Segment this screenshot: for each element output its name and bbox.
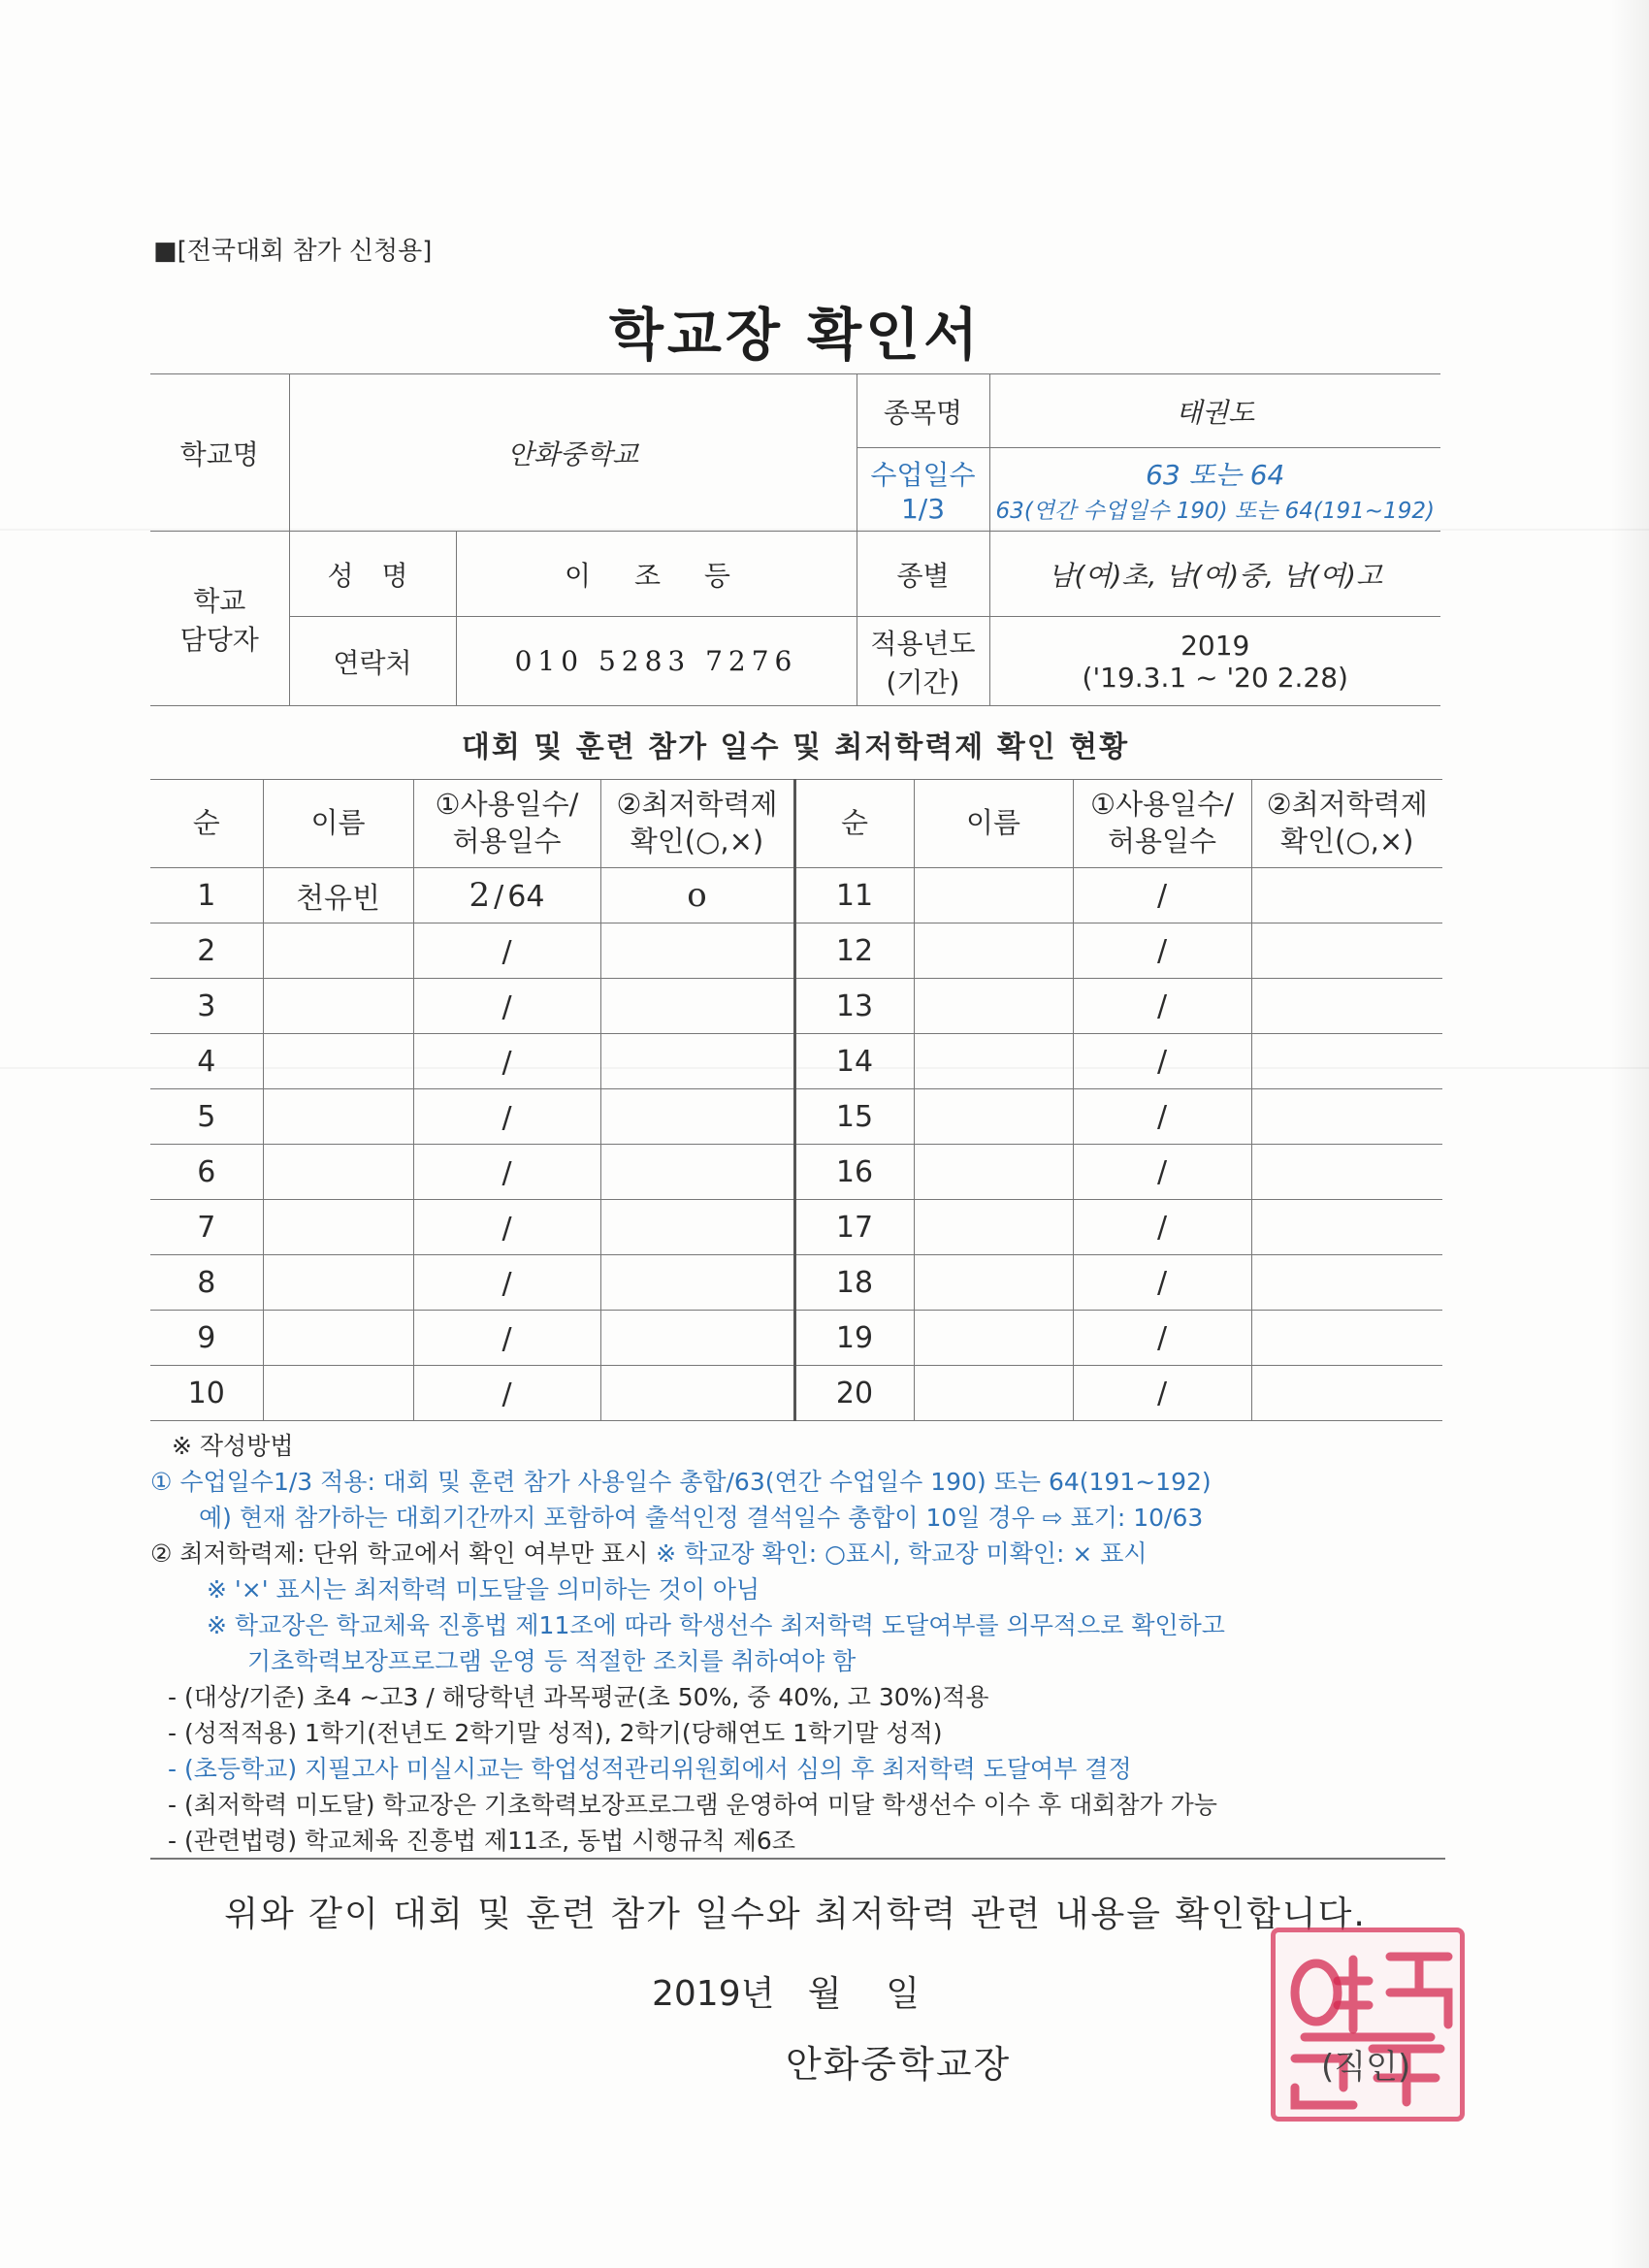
instruction-item2-note1: ※ '×' 표시는 최저학력 미도달을 의미하는 것이 아님	[207, 1575, 760, 1604]
row-name	[263, 1311, 413, 1366]
row-days: /	[1073, 1145, 1251, 1200]
row-min-check	[1251, 1311, 1442, 1366]
header-min-line1: ②최저학력제	[1266, 788, 1428, 822]
class-days-value-line1: 63 또는 64	[1146, 459, 1285, 491]
header-days-line2: 허용일수	[452, 825, 562, 858]
row-min-check	[1251, 923, 1442, 979]
row-min-check	[1251, 1145, 1442, 1200]
row-name	[914, 1255, 1073, 1311]
document-title: 학교장 확인서	[608, 302, 983, 368]
row-no: 1	[150, 868, 263, 923]
instruction-item1: ① 수업일수1/3 적용: 대회 및 훈련 참가 사용일수 총합/63(연간 수업일수 190) 또는 64(191~192)	[150, 1468, 1212, 1496]
row-min-check	[1251, 1034, 1442, 1089]
table-row	[150, 1034, 1442, 1089]
row-days: /	[1073, 868, 1251, 923]
row-min-check	[1251, 979, 1442, 1034]
row-days: /	[1073, 979, 1251, 1034]
confirmation-statement: 위와 같이 대회 및 훈련 참가 일수와 최저학력 관련 내용을 확인합니다.	[224, 1895, 1367, 1934]
header-no-right: 순	[794, 780, 914, 868]
row-min-check	[600, 1255, 794, 1311]
row-no: 10	[150, 1366, 263, 1421]
header-days-line2: 허용일수	[1107, 825, 1217, 858]
row-name	[263, 979, 413, 1034]
class-days-value	[989, 448, 1440, 532]
row-days-sep: /	[501, 990, 512, 1024]
table-row	[150, 1200, 1442, 1255]
row-name	[263, 1089, 413, 1145]
class-days-label-line1: 수업일수	[870, 459, 976, 491]
row-no: 5	[150, 1089, 263, 1145]
row-name	[263, 1366, 413, 1421]
table-row	[150, 1145, 1442, 1200]
header-min-left	[600, 780, 794, 868]
row-days-sep: /	[501, 1212, 512, 1246]
table-row	[150, 923, 1442, 979]
row-min-check	[1251, 1200, 1442, 1255]
row-days-sep: /	[501, 1156, 512, 1190]
row-no: 9	[150, 1311, 263, 1366]
row-min-check	[600, 1311, 794, 1366]
row-days: /	[1073, 1366, 1251, 1421]
row-name	[914, 1089, 1073, 1145]
row-no: 17	[794, 1200, 914, 1255]
row-name	[263, 923, 413, 979]
year-value-line1: 2019	[1180, 629, 1250, 662]
header-min-line1: ②최저학력제	[616, 788, 778, 822]
table-row	[150, 1089, 1442, 1145]
form-usage-label: ■[전국대회 참가 신청용]	[153, 237, 433, 266]
row-min-check	[600, 1200, 794, 1255]
row-days	[413, 1311, 600, 1366]
gender-label: 종별	[857, 532, 989, 617]
instructions	[150, 1428, 1450, 1859]
staff-label	[150, 532, 289, 706]
row-days-sep: /	[494, 880, 504, 914]
instruction-dash-grades: - (성적적용) 1학기(전년도 2학기말 성적), 2학기(당해연도 1학기말 성적)	[168, 1719, 943, 1747]
row-name	[263, 1255, 413, 1311]
row-no: 19	[794, 1311, 914, 1366]
header-min-line2: 확인(○,×)	[630, 825, 764, 858]
staff-name-label: 성 명	[289, 532, 456, 617]
row-no: 11	[794, 868, 914, 923]
instruction-dash-below-min: - (최저학력 미도달) 학교장은 기초학력보장프로그램 운영하여 미달 학생선수 이수 후 대회참가 가능	[168, 1791, 1217, 1819]
row-days	[413, 923, 600, 979]
seal-graphic	[1276, 1932, 1460, 2117]
contact-label: 연락처	[289, 617, 456, 706]
instruction-item2-note2-cont: 기초학력보장프로그램 운영 등 적절한 조치를 취하여야 함	[247, 1647, 857, 1675]
row-min-check	[600, 1089, 794, 1145]
row-days-sep: /	[501, 1322, 512, 1356]
row-name	[914, 923, 1073, 979]
row-days: /	[1073, 923, 1251, 979]
row-no: 12	[794, 923, 914, 979]
class-days-label	[857, 448, 989, 532]
row-min-check	[1251, 1089, 1442, 1145]
row-min-check	[600, 1366, 794, 1421]
row-days: /	[1073, 1200, 1251, 1255]
row-days	[413, 868, 600, 923]
row-no: 18	[794, 1255, 914, 1311]
row-no: 16	[794, 1145, 914, 1200]
row-min-check	[1251, 1255, 1442, 1311]
row-name	[263, 1145, 413, 1200]
year-label-line2: (기간)	[886, 665, 960, 698]
instructions-heading: ※ 작성방법	[172, 1432, 294, 1460]
row-no: 2	[150, 923, 263, 979]
instruction-item2	[150, 1536, 1450, 1571]
table-row	[150, 1366, 1442, 1421]
official-seal	[1271, 1928, 1465, 2122]
row-name	[914, 1145, 1073, 1200]
row-name	[914, 868, 1073, 923]
row-no: 8	[150, 1255, 263, 1311]
row-name	[914, 1311, 1073, 1366]
contact-value: 010 5283 7276	[456, 617, 857, 706]
table-row	[150, 1255, 1442, 1311]
row-no: 14	[794, 1034, 914, 1089]
row-days-sep: /	[501, 1046, 512, 1080]
staff-label-line2: 담당자	[179, 623, 259, 656]
table-row	[150, 1311, 1442, 1366]
staff-label-line1: 학교	[193, 584, 246, 617]
participation-table	[150, 779, 1442, 1421]
seal-placeholder: (직인)	[1321, 2048, 1411, 2087]
instruction-item2-marks: ※ 학교장 확인: ○표시, 학교장 미확인: × 표시	[656, 1539, 1148, 1568]
instruction-item2-note2: ※ 학교장은 학교체육 진흥법 제11조에 따라 학생선수 최저학력 도달여부를 의무적으로 확인하고	[207, 1611, 1225, 1639]
header-name-left: 이름	[263, 780, 413, 868]
instruction-dash-elementary: - (초등학교) 지필고사 미실시교는 학업성적관리위원회에서 심의 후 최저학력 도달여부 결정	[168, 1755, 1132, 1783]
year-value	[989, 617, 1440, 706]
school-info-table	[150, 373, 1440, 706]
instruction-dash-target: - (대상/기준) 초4 ~고3 / 해당학년 과목평균(초 50%, 중 40%, 고 30%)적용	[168, 1683, 989, 1711]
row-name	[914, 1200, 1073, 1255]
row-name	[914, 979, 1073, 1034]
header-days-line1: ①사용일수/	[1090, 788, 1234, 822]
row-days-sep: /	[501, 1267, 512, 1301]
year-value-line2: ('19.3.1 ~ '20 2.28)	[1082, 661, 1348, 694]
row-days	[413, 1366, 600, 1421]
header-no-left: 순	[150, 780, 263, 868]
row-min-check	[1251, 1366, 1442, 1421]
class-days-value-line2: 63(연간 수업일수 190) 또는 64(191~192)	[995, 499, 1435, 524]
table-row	[150, 868, 1442, 923]
instruction-dash-laws: - (관련법령) 학교체육 진흥법 제11조, 동법 시행규칙 제6조	[168, 1827, 795, 1855]
row-days-used: 2	[469, 876, 491, 915]
row-min-check	[600, 1034, 794, 1089]
row-no: 7	[150, 1200, 263, 1255]
row-no: 6	[150, 1145, 263, 1200]
gender-value: 남(여)초, 남(여)중, 남(여)고	[989, 532, 1440, 617]
row-min-check	[1251, 868, 1442, 923]
row-days-sep: /	[501, 935, 512, 969]
row-days: /	[1073, 1089, 1251, 1145]
row-no: 15	[794, 1089, 914, 1145]
row-days: /	[1073, 1311, 1251, 1366]
sport-label: 종목명	[857, 374, 989, 448]
header-days-right	[1073, 780, 1251, 868]
row-days-sep: /	[501, 1377, 512, 1411]
instruction-item2-text: ② 최저학력제: 단위 학교에서 확인 여부만 표시	[150, 1539, 649, 1568]
signature-date: 2019년 월 일	[652, 1974, 921, 2014]
row-no: 20	[794, 1366, 914, 1421]
row-days: /	[1073, 1255, 1251, 1311]
year-label	[857, 617, 989, 706]
row-days	[413, 1034, 600, 1089]
row-min-check: o	[600, 868, 794, 923]
row-days	[413, 979, 600, 1034]
class-days-label-line2: 1/3	[900, 493, 946, 525]
row-min-check	[600, 979, 794, 1034]
header-days-line1: ①사용일수/	[435, 788, 579, 822]
row-name	[263, 1200, 413, 1255]
staff-name-value: 이 조 등	[456, 532, 857, 617]
paper-edge-shadow	[1610, 0, 1649, 2268]
school-name-value: 안화중학교	[289, 374, 857, 532]
table-row	[150, 979, 1442, 1034]
row-no: 13	[794, 979, 914, 1034]
row-name	[914, 1034, 1073, 1089]
row-days-allowed: 64	[507, 880, 545, 914]
row-days-sep: /	[501, 1101, 512, 1135]
row-days	[413, 1089, 600, 1145]
school-name-label: 학교명	[150, 374, 289, 532]
row-min-check	[600, 1145, 794, 1200]
row-name: 천유빈	[263, 868, 413, 923]
instruction-item1-example: 예) 현재 참가하는 대회기간까지 포함하여 출석인정 결석일수 총합이 10일 경우 ⇨ 표기: 10/63	[199, 1504, 1204, 1532]
status-subtitle: 대회 및 훈련 참가 일수 및 최저학력제 확인 현황	[461, 730, 1130, 764]
year-label-line1: 적용년도	[870, 627, 976, 660]
row-name	[263, 1034, 413, 1089]
notes-divider	[150, 1858, 1445, 1860]
row-days	[413, 1145, 600, 1200]
row-days	[413, 1200, 600, 1255]
row-name	[914, 1366, 1073, 1421]
header-name-right: 이름	[914, 780, 1073, 868]
row-min-check	[600, 923, 794, 979]
row-no: 3	[150, 979, 263, 1034]
header-min-right	[1251, 780, 1442, 868]
row-no: 4	[150, 1034, 263, 1089]
row-days: /	[1073, 1034, 1251, 1089]
row-days	[413, 1255, 600, 1311]
principal-title: 안화중학교장	[786, 2043, 1012, 2086]
header-min-line2: 확인(○,×)	[1280, 825, 1414, 858]
header-days-left	[413, 780, 600, 868]
sport-value: 태권도	[989, 374, 1440, 448]
